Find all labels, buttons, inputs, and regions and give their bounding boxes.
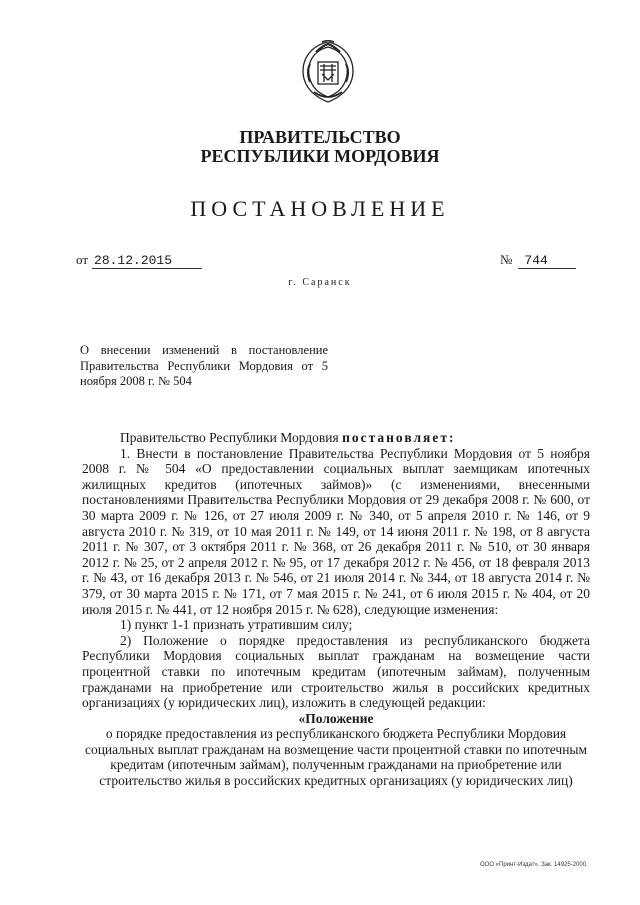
city: г. Саранск <box>288 277 352 288</box>
regulation-subtitle: о порядке предоставления из республиканского бюджета Республики Мордовия социальных выплат гражданам на возмещение части процентной ставки по ипотечным кредитам (ипотечным займам), полученным гражданами на приобретение или строительство жилья в российских кредитных организациях (у юридических лиц) <box>84 726 588 789</box>
date-label: от <box>76 252 89 267</box>
intro-text: Правительство Республики Мордовия <box>120 430 339 445</box>
government-title-line1: ПРАВИТЕЛЬСТВО <box>239 127 401 147</box>
item-1-2: 2) Положение о порядке предоставления из республиканского бюджета Республики Мордовия социальных выплат гражданам на возмещение части процентной ставки по ипотечным кредитам (ипотечным займам), полученным гражданами на приобретение или строительство жилья в российских кредитных организациях (у юридических лиц), изложить в следующей редакции: <box>82 632 590 711</box>
item-1: 1. Внести в постановление Правительства Республики Мордовия от 5 ноября 2008 г. № 504 «О предоставлении социальных выплат заемщикам ипотечных жилищных кредитов (ипотечных займов)» (с изменениями, внесенными постановлениями Правительства Республики Мордовия от 29 декабря 2008 г. № 600, от 30 марта 2009 г. № 126, от 27 июля 2009 г. № 340, от 5 апреля 2010 г. № 146, от 9 августа 2010 г. № 319, от 10 мая 2011 г. № 149, от 14 июня 2011 г. № 198, от 8 августа 2011 г. № 307, от 3 октября 2011 г. № 368, от 26 декабря 2011 г. № 510, от 30 января 2012 г. № 25, от 2 апреля 2012 г. № 95, от 17 декабря 2012 г. № 456, от 18 февраля 2013 г. № 43, от 16 декабря 2013 г. № 546, от 21 июля 2014 г. № 344, от 18 августа 2014 г. № 379, от 30 марта 2015 г. № 171, от 7 мая 2015 г. № 241, от 6 июля 2015 г. № 404, от 20 июля 2015 г. № 441, от 12 ноября 2015 г. № 628), следующие изменения: <box>82 445 590 617</box>
document-subject <box>80 343 328 390</box>
intro-decree-word: постановляет: <box>342 430 456 445</box>
document-body <box>82 430 590 789</box>
document-type: ПОСТАНОВЛЕНИЕ <box>190 196 450 221</box>
subject-text: О внесении изменений в постановление Правительства Республики Мордовия от 5 ноября 2008 г. № 504 <box>80 343 328 388</box>
item-1-1: 1) пункт 1-1 признать утратившим силу; <box>120 617 353 633</box>
government-title-line2: РЕСПУБЛИКИ МОРДОВИЯ <box>200 146 440 166</box>
intro-paragraph <box>82 430 590 446</box>
printer-imprint: ООО «Принт-Издат». Зак. 14925-2000. <box>480 862 588 868</box>
mordovia-coat-of-arms-icon <box>296 40 360 106</box>
number-value: 744 <box>518 253 575 269</box>
number-label: № <box>500 252 513 267</box>
regulation-title: «Положение <box>298 710 374 726</box>
document-date <box>76 252 202 268</box>
date-value: 28.12.2015 <box>92 253 202 269</box>
document-number <box>500 252 576 268</box>
